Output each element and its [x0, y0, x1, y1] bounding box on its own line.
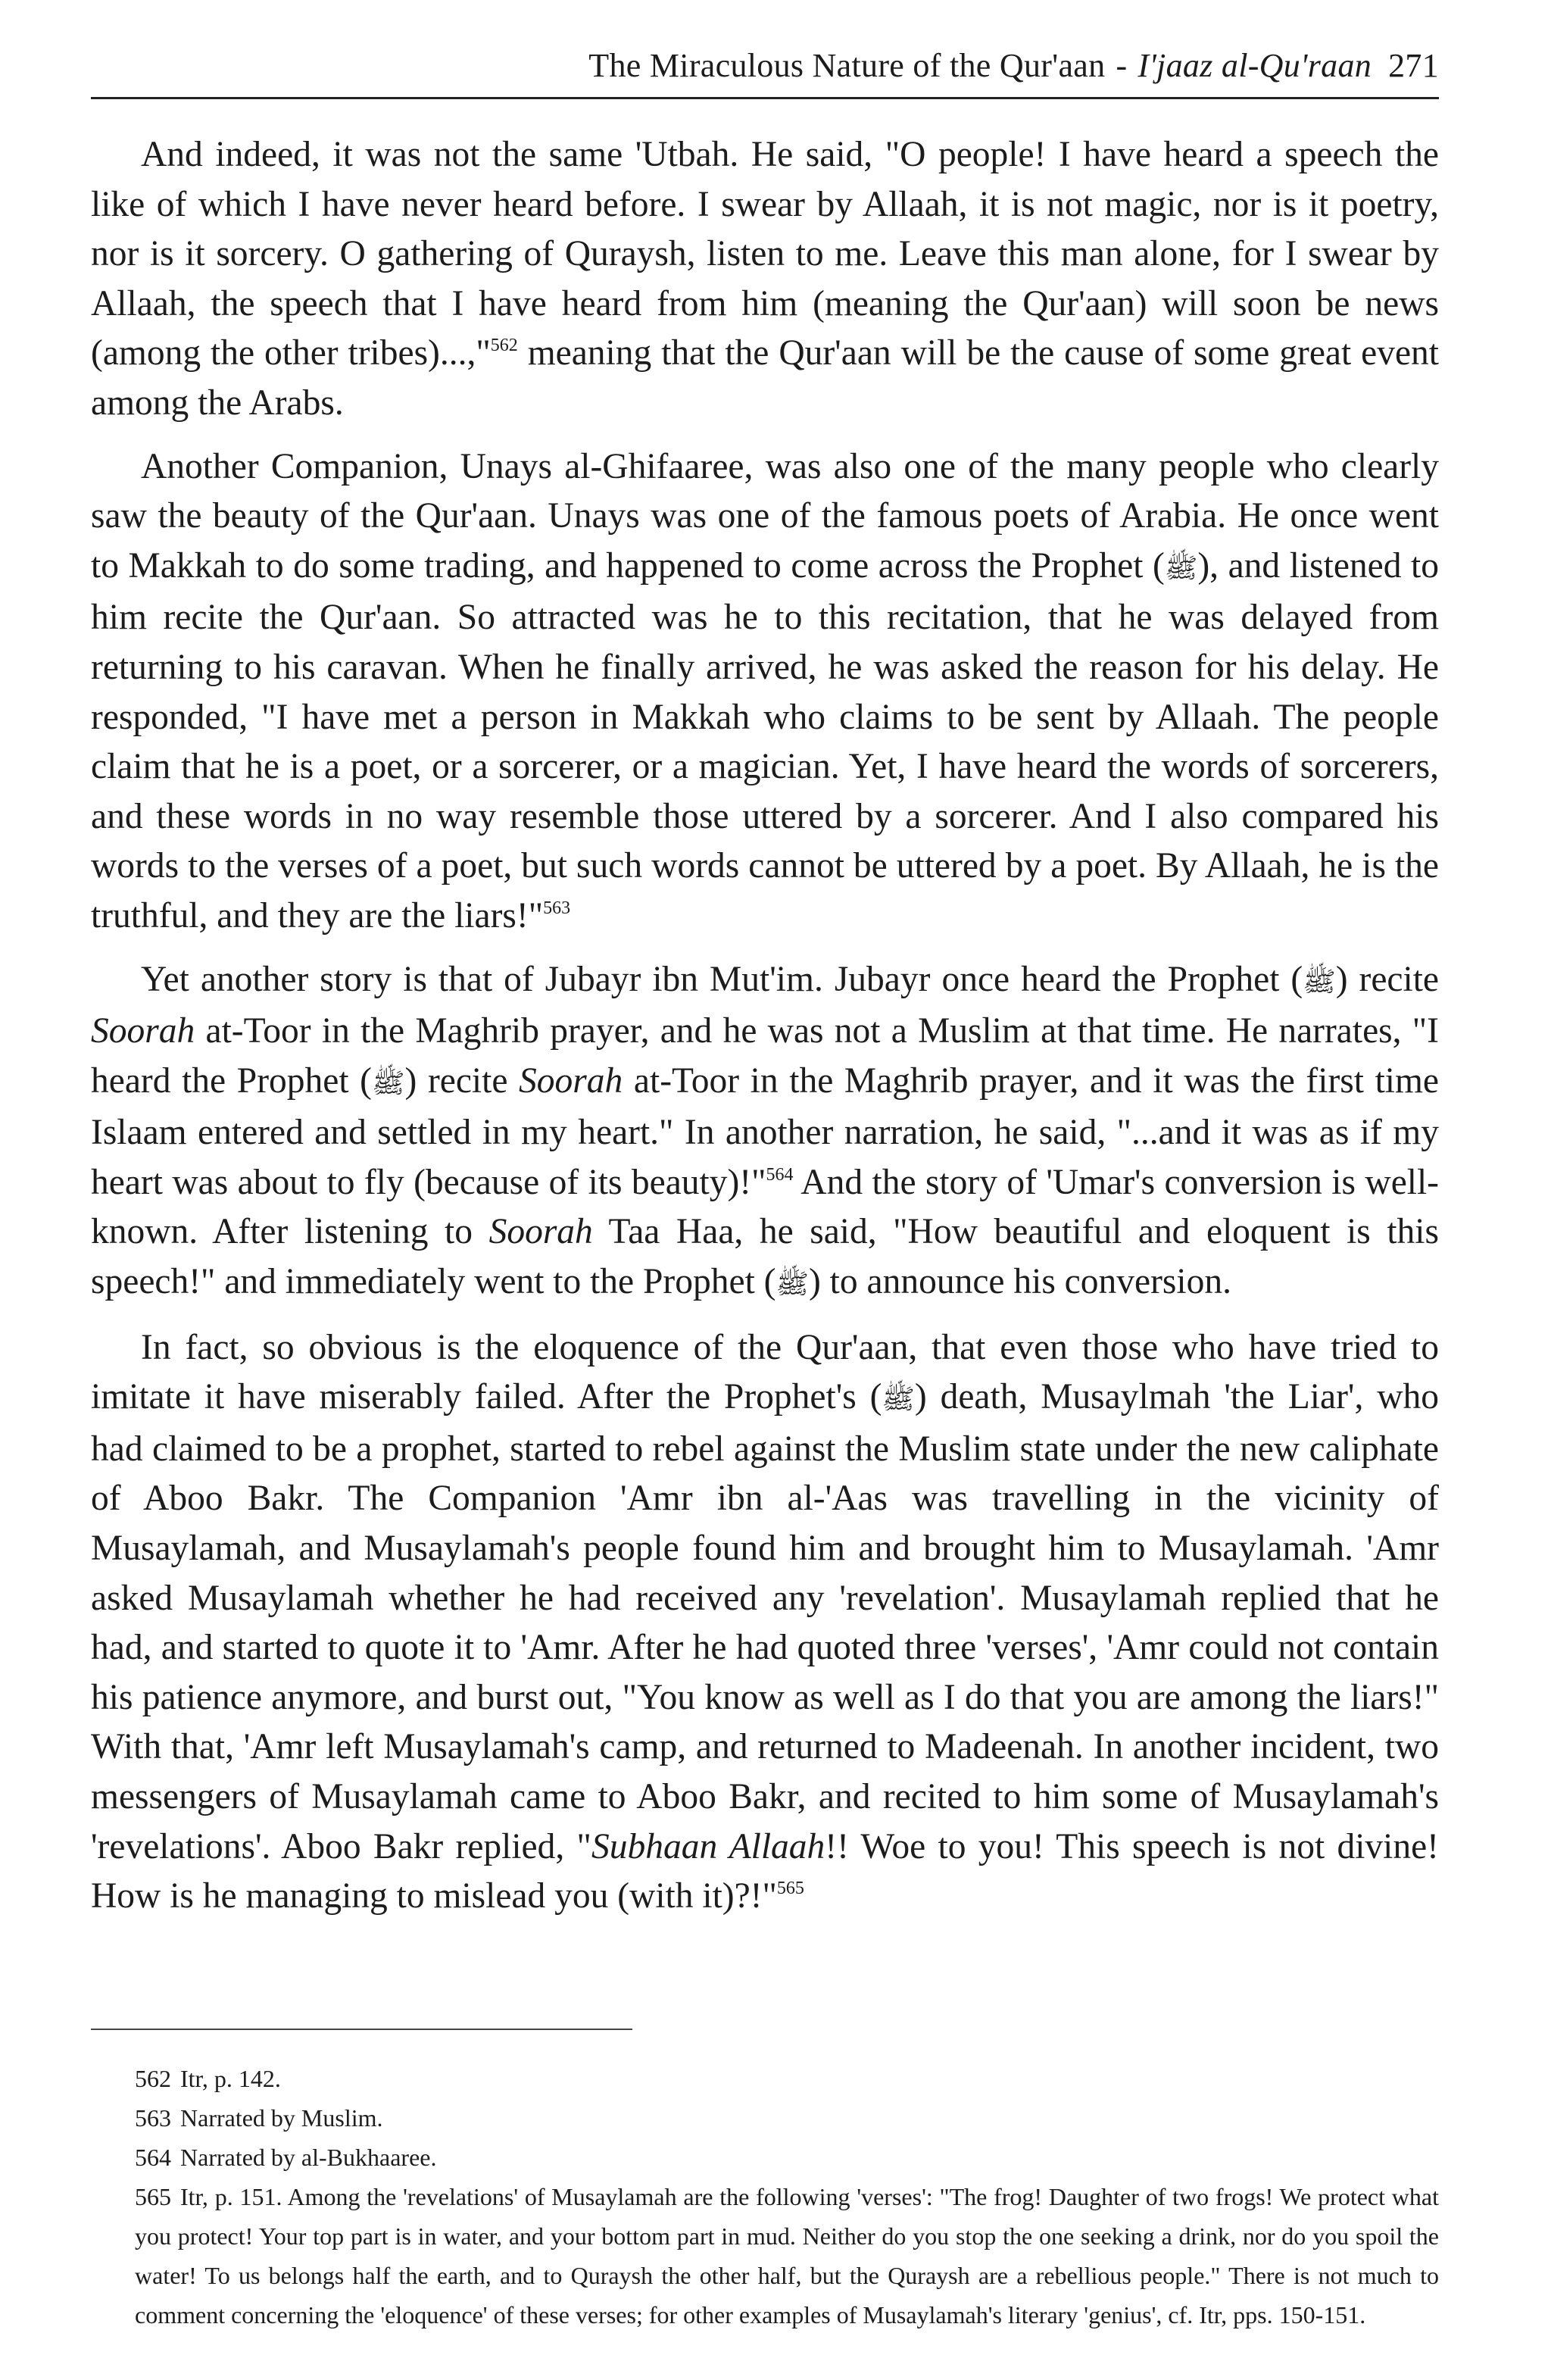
- footnote-563: [135, 2098, 1439, 2138]
- footnote-number: 565: [135, 2183, 171, 2210]
- paragraph-text: ) recite: [1335, 959, 1439, 999]
- paragraph-text: ) recite: [404, 1060, 520, 1101]
- footnotes: [135, 2059, 1439, 2335]
- footnote-ref[interactable]: 564: [766, 1164, 794, 1185]
- italic-term: Soorah: [519, 1060, 623, 1101]
- italic-term: Subhaan Allaah: [591, 1826, 825, 1866]
- footnote-number: 564: [135, 2144, 171, 2171]
- salutation-icon: ﷺ: [882, 1384, 915, 1416]
- italic-term: Soorah: [91, 1011, 195, 1051]
- footnote-number: 563: [135, 2104, 171, 2132]
- footnote-ref[interactable]: 563: [543, 898, 571, 918]
- footnote-564: [135, 2138, 1439, 2177]
- header-rule: [91, 97, 1439, 99]
- paragraph-4: [91, 1323, 1439, 1922]
- footnote-text: Itr, p. 151. Among the 'revelations' of Musaylamah are the following 'verses': "The frog! Daughter of two frogs! We protect what you protect! Your top part is in water, and your bottom part in mud. Neither do you stop the one seeking a drink, nor do you spoil the water! To us belongs half the earth, and to Quraysh the other half, but the Quraysh are a rebellious people." There is not much to comment concerning the 'eloquence' of these verses; for other examples of Musaylamah's literary 'genius', cf. Itr, pps. 150-151.: [135, 2183, 1439, 2328]
- paragraph-text: ) to announce his conversion.: [808, 1262, 1231, 1302]
- footnote-text: Narrated by Muslim.: [180, 2104, 383, 2132]
- paragraph-1: [91, 130, 1439, 429]
- paragraph-text: And the story of 'Umar's conversion is well-known. After listening to: [91, 1162, 1439, 1252]
- footnote-ref[interactable]: 565: [776, 1879, 804, 1899]
- paragraph-text: meaning that the Qur'aan will be the cause of some great event among the Arabs.: [91, 333, 1439, 423]
- running-header: [91, 42, 1439, 88]
- paragraph-text: !! Woe to you! This speech is not divine! How is he managing to mislead you (with it)?!": [91, 1826, 1439, 1916]
- footnote-565: [135, 2177, 1439, 2335]
- salutation-icon: ﷺ: [372, 1067, 405, 1099]
- paragraph-text: Yet another story is that of Jubayr ibn Mut'im. Jubayr once heard the Prophet (: [141, 959, 1303, 999]
- paragraph-text: ), and listened to him recite the Qur'aan. So attracted was he to this recitation, that he was delayed from returning to his caravan. When he finally arrived, he was asked the reason for his delay. He responded, "I have met a person in Makkah who claims to be sent by Allaah. The people claim that he is a poet, or a sorcerer, or a magician. Yet, I have heard the words of sorcerers, and these words in no way resemble those uttered by a sorcerer. And I also compared his words to the verses of a poet, but such words cannot be uttered by a poet. By Allaah, he is the truthful, and they are the liars!": [91, 545, 1439, 935]
- footnote-divider: [91, 2029, 632, 2030]
- salutation-icon: ﷺ: [776, 1269, 809, 1301]
- header-title: The Miraculous Nature of the Qur'aan: [588, 46, 1106, 84]
- paragraph-text: Another Companion, Unays al-Ghifaaree, was also one of the many people who clearly saw the beauty of the Qur'aan. Unays was one of the famous poets of Arabia. He once went to Makkah to do some trading, and happened to come across the Prophet (: [91, 446, 1439, 586]
- paragraph-text: ) death, Musaylmah 'the Liar', who had claimed to be a prophet, started to rebel against the Muslim state under the new caliphate of Aboo Bakr. The Companion 'Amr ibn al-'Aas was travelling in the vicinity of Musaylamah, and Musaylamah's people found him and brought him to Musaylamah. 'Amr asked Musaylamah whether he had received any 'revelation'. Musaylamah replied that he had, and started to quote it to 'Amr. After he had quoted three 'verses', 'Amr could not contain his patience anymore, and burst out, "You know as well as I do that you are among the liars!" With that, 'Amr left Musaylamah's camp, and returned to Madeenah. In another incident, two messengers of Musaylamah came to Aboo Bakr, and recited to him some of Musaylamah's 'revelations'. Aboo Bakr replied, ": [91, 1377, 1439, 1866]
- header-separator: -: [1116, 46, 1128, 84]
- footnote-text: Itr, p. 142.: [180, 2065, 281, 2092]
- main-text: [91, 130, 1439, 1935]
- italic-term: Soorah: [488, 1212, 593, 1252]
- paragraph-text: at-Toor in the Maghrib prayer, and it was the first time Islaam entered and settled in my heart." In another narration, he said, "...and it was as if my heart was about to fly (because of its beauty)!": [91, 1060, 1440, 1202]
- paragraph-text: And indeed, it was not the same 'Utbah. He said, "O people! I have heard a speech the like of which I have never heard before. I swear by Allaah, it is not magic, nor is it poetry, nor is it sorcery. O gathering of Quraysh, listen to me. Leave this man alone, for I swear by Allaah, the speech that I have heard from him (meaning the Qur'aan) will soon be news (among the other tribes)...,": [91, 135, 1439, 373]
- salutation-icon: ﷺ: [1303, 966, 1336, 998]
- footnote-562: [135, 2059, 1439, 2098]
- page-number: 271: [1388, 46, 1439, 84]
- footnote-text: Narrated by al-Bukhaaree.: [180, 2144, 437, 2171]
- salutation-icon: ﷺ: [1164, 552, 1198, 584]
- paragraph-2: [91, 442, 1439, 942]
- paragraph-text: In fact, so obvious is the eloquence of the Qur'aan, that even those who have tried to imitate it have miserably failed. After the Prophet's (: [91, 1327, 1439, 1417]
- header-subtitle: I'jaaz al-Qu'raan: [1138, 46, 1372, 84]
- footnote-ref[interactable]: 562: [490, 336, 518, 356]
- footnote-number: 562: [135, 2065, 171, 2092]
- paragraph-text: Taa Haa, he said, "How beautiful and eloquent is this speech!" and immediately went to the Prophet (: [91, 1212, 1439, 1302]
- paragraph-text: at-Toor in the Maghrib prayer, and he was not a Muslim at that time. He narrates, "I heard the Prophet (: [91, 1011, 1439, 1101]
- paragraph-3: [91, 955, 1439, 1310]
